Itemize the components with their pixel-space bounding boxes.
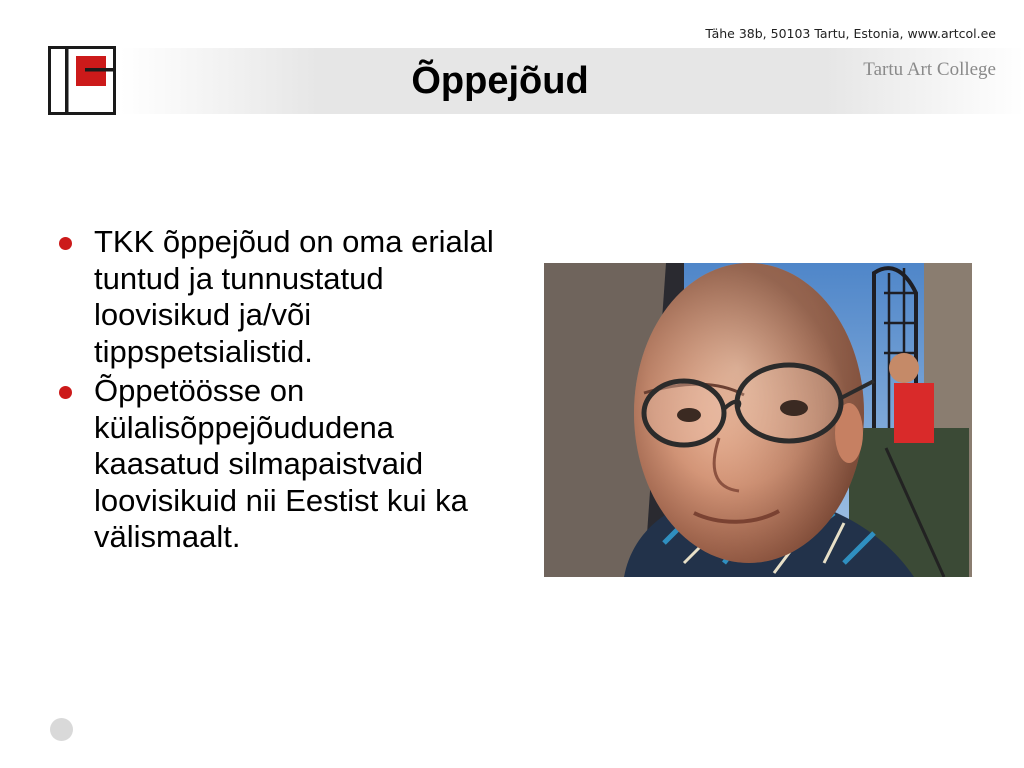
college-address: Tähe 38b, 50103 Tartu, Estonia, www.artcol.ee bbox=[705, 26, 996, 41]
bullet-list bbox=[58, 224, 508, 559]
bullet-text: Õppetöösse on külalisõppejõududena kaasatud silmapaistvaid loovisikuid nii Eestist kui ka välismaalt. bbox=[94, 373, 468, 554]
college-logo-icon bbox=[48, 46, 116, 115]
bullet-item bbox=[58, 224, 508, 370]
bullet-text: TKK õppejõud on oma erialal tuntud ja tunnustatud loovisikud ja/või tippspetsialistid. bbox=[94, 224, 494, 369]
lecturer-portrait-photo bbox=[544, 263, 972, 577]
bullet-item bbox=[58, 373, 508, 556]
slide-title: Õppejõud bbox=[411, 60, 589, 102]
footer-circle-icon bbox=[50, 718, 73, 741]
college-name: Tartu Art College bbox=[863, 59, 996, 80]
bullet-dot-icon bbox=[59, 237, 72, 250]
bullet-dot-icon bbox=[59, 386, 72, 399]
